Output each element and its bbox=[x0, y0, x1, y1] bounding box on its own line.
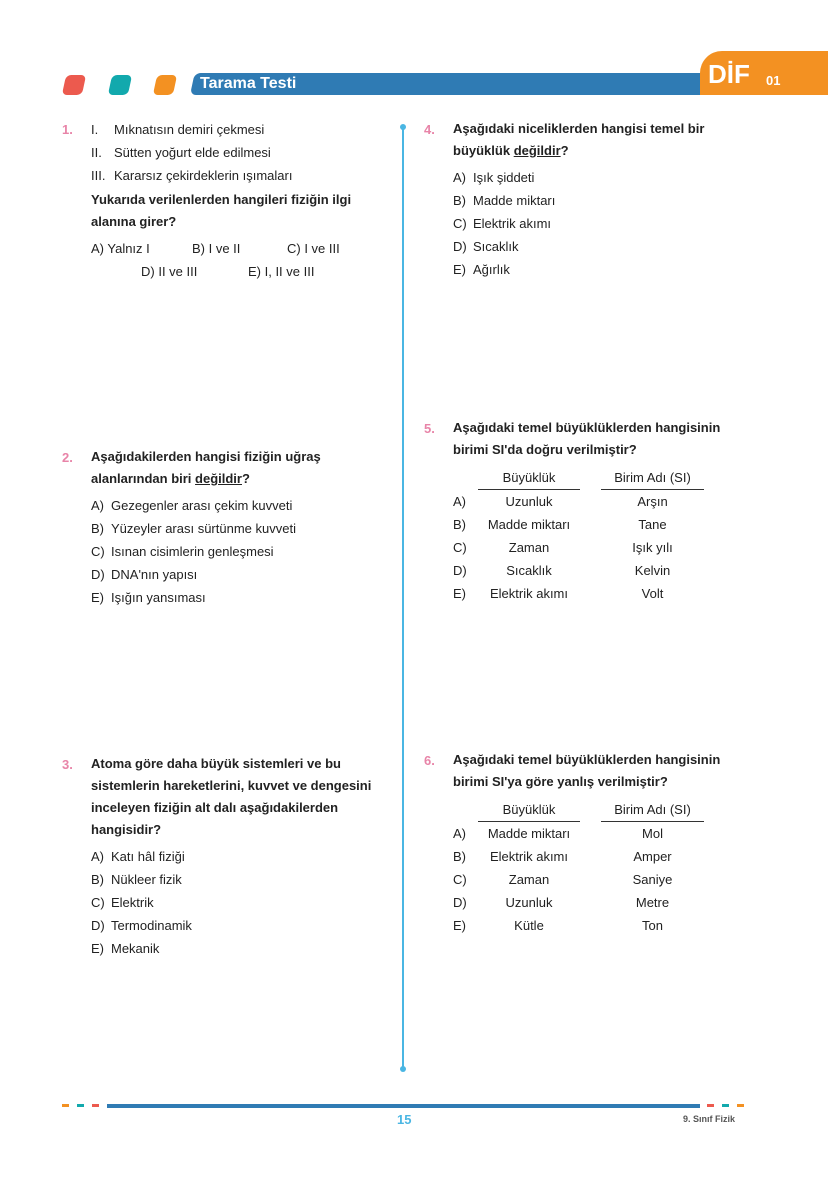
statement-item bbox=[91, 141, 391, 164]
answer-options bbox=[91, 237, 391, 283]
unit-cell: Kelvin bbox=[634, 563, 671, 578]
orange-tab-icon bbox=[153, 75, 177, 95]
page-title: Tarama Testi bbox=[200, 75, 297, 92]
question-stem bbox=[453, 749, 753, 793]
answer-option[interactable]: D) II ve III bbox=[141, 264, 198, 279]
answer-option[interactable] bbox=[453, 582, 753, 605]
stem-emphasis: değildir bbox=[195, 471, 242, 486]
option-text: Nükleer fizik bbox=[111, 872, 182, 887]
answer-option[interactable] bbox=[91, 891, 391, 914]
option-text: Yüzeyler arası sürtünme kuvveti bbox=[111, 521, 296, 536]
question-number: 4. bbox=[424, 122, 435, 137]
question-4 bbox=[424, 118, 753, 281]
option-letter: D) bbox=[91, 567, 105, 582]
option-letter: E) bbox=[453, 586, 466, 601]
question-stem bbox=[91, 753, 391, 841]
option-text: Işık şiddeti bbox=[473, 170, 535, 185]
option-text: Sıcaklık bbox=[473, 239, 519, 254]
option-text: Elektrik akımı bbox=[473, 216, 552, 231]
answer-option[interactable] bbox=[91, 540, 391, 563]
column-divider bbox=[402, 127, 404, 1069]
stem-emphasis: değildir bbox=[513, 143, 561, 158]
option-letter: D) bbox=[453, 239, 467, 254]
footer-dash bbox=[722, 1104, 729, 1107]
answer-option[interactable] bbox=[453, 212, 753, 235]
option-letter: C) bbox=[91, 895, 105, 910]
answer-option[interactable] bbox=[453, 235, 753, 258]
footer-dash bbox=[707, 1104, 714, 1107]
answer-option[interactable] bbox=[453, 559, 753, 582]
question-2 bbox=[62, 446, 391, 609]
book-title: 9. Sınıf Fizik bbox=[683, 1114, 736, 1124]
question-stem bbox=[91, 189, 391, 233]
option-text: Katı hâl fiziği bbox=[111, 849, 185, 864]
option-text: Termodinamik bbox=[111, 918, 192, 933]
quantity-cell: Elektrik akımı bbox=[489, 586, 568, 601]
stem-text: Atoma göre daha büyük sistemleri ve bu sistemlerin hareketlerini, kuvvet ve dengesini inceleyen fiziğin alt dalı aşağıdakilerden hangisidir? bbox=[91, 756, 372, 837]
option-letter: C) bbox=[91, 544, 105, 559]
answer-option[interactable] bbox=[91, 937, 391, 960]
question-number: 1. bbox=[62, 122, 73, 137]
option-text: Isınan cisimlerin genleşmesi bbox=[111, 544, 274, 559]
option-letter: A) bbox=[91, 849, 104, 864]
column-header: Birim Adı (SI) bbox=[601, 799, 704, 822]
option-letter: B) bbox=[453, 193, 466, 208]
statement-text: Mıknatısın demiri çekmesi bbox=[114, 122, 265, 137]
question-3 bbox=[62, 753, 391, 960]
question-number: 6. bbox=[424, 753, 435, 768]
option-letter: A) bbox=[453, 494, 466, 509]
question-number: 3. bbox=[62, 757, 73, 772]
stem-text: Aşağıdaki niceliklerden hangisi temel bir büyüklük bbox=[453, 121, 705, 158]
divider-dot bbox=[400, 124, 406, 130]
question-number: 2. bbox=[62, 450, 73, 465]
statement-item bbox=[91, 118, 391, 141]
stem-end: ? bbox=[241, 471, 250, 486]
quantity-cell: Uzunluk bbox=[505, 494, 553, 509]
option-letter: E) bbox=[453, 262, 466, 277]
question-5 bbox=[424, 417, 753, 605]
answer-options bbox=[453, 166, 753, 281]
option-letter: B) bbox=[91, 521, 104, 536]
header-spacer bbox=[453, 467, 478, 490]
header-spacer bbox=[453, 799, 478, 822]
stem-text: Yukarıda verilenlerden hangileri fiziğin ilgi alanına girer? bbox=[91, 192, 352, 229]
option-letter: E) bbox=[91, 941, 104, 956]
option-letter: C) bbox=[453, 872, 467, 887]
unit-cell: Volt bbox=[641, 586, 664, 601]
answer-option[interactable] bbox=[91, 845, 391, 868]
answer-option[interactable] bbox=[91, 494, 391, 517]
answer-option[interactable] bbox=[453, 822, 753, 845]
statement-numeral: III. bbox=[91, 168, 106, 183]
option-letter: B) bbox=[91, 872, 104, 887]
unit-cell: Amper bbox=[633, 849, 672, 864]
option-letter: C) bbox=[453, 540, 467, 555]
option-letter: E) bbox=[91, 590, 104, 605]
answer-option[interactable] bbox=[453, 914, 753, 937]
dif-badge-label: DİF bbox=[708, 59, 750, 89]
unit-cell: Mol bbox=[642, 826, 663, 841]
statement-numeral: II. bbox=[91, 145, 102, 160]
answer-option[interactable] bbox=[453, 166, 753, 189]
unit-cell: Metre bbox=[635, 895, 670, 910]
quantity-cell: Sıcaklık bbox=[506, 563, 552, 578]
answer-option[interactable] bbox=[91, 563, 391, 586]
quantity-cell: Uzunluk bbox=[505, 895, 553, 910]
answer-option[interactable] bbox=[453, 189, 753, 212]
option-letter: C) bbox=[453, 216, 467, 231]
unit-cell: Işık yılı bbox=[632, 540, 673, 555]
column-header: Büyüklük bbox=[478, 799, 580, 822]
answer-option[interactable] bbox=[453, 490, 753, 513]
options-row bbox=[91, 237, 391, 260]
option-letter: D) bbox=[453, 563, 467, 578]
question-stem bbox=[453, 417, 753, 461]
option-letter: D) bbox=[453, 895, 467, 910]
option-letter: D) bbox=[91, 918, 105, 933]
answer-table bbox=[453, 467, 753, 605]
option-letter: B) bbox=[453, 517, 466, 532]
answer-option[interactable] bbox=[453, 868, 753, 891]
footer-dash bbox=[92, 1104, 99, 1107]
option-letter: B) bbox=[453, 849, 466, 864]
footer-dash bbox=[77, 1104, 84, 1107]
answer-option[interactable] bbox=[91, 517, 391, 540]
table-header bbox=[453, 467, 753, 490]
answer-option[interactable] bbox=[453, 845, 753, 868]
option-letter: E) bbox=[453, 918, 466, 933]
answer-options bbox=[453, 467, 753, 605]
column-header: Birim Adı (SI) bbox=[601, 467, 704, 490]
column-header: Büyüklük bbox=[478, 467, 580, 490]
statement-item bbox=[91, 164, 391, 187]
unit-cell: Tane bbox=[638, 517, 667, 532]
answer-option[interactable] bbox=[453, 513, 753, 536]
answer-option[interactable] bbox=[91, 914, 391, 937]
unit-cell: Arşın bbox=[637, 494, 668, 509]
answer-option[interactable]: B) I ve II bbox=[192, 241, 241, 256]
option-text: Gezegenler arası çekim kuvveti bbox=[111, 498, 293, 513]
answer-option[interactable] bbox=[453, 891, 753, 914]
red-tab-icon bbox=[62, 75, 86, 95]
statement-numeral: I. bbox=[91, 122, 99, 137]
question-stem bbox=[453, 118, 753, 162]
unit-cell: Ton bbox=[642, 918, 663, 933]
option-letter: A) bbox=[453, 826, 466, 841]
divider-dot bbox=[400, 1066, 406, 1072]
table-header bbox=[453, 799, 753, 822]
stem-text: Aşağıdaki temel büyüklüklerden hangisinin birimi SI'ya göre yanlış verilmiştir? bbox=[453, 752, 721, 789]
option-text: Ağırlık bbox=[473, 262, 510, 277]
question-1 bbox=[62, 118, 391, 283]
stem-text: Aşağıdaki temel büyüklüklerden hangisinin birimi SI'da doğru verilmiştir? bbox=[453, 420, 721, 457]
option-text: Elektrik bbox=[111, 895, 154, 910]
statement-text: Sütten yoğurt elde edilmesi bbox=[114, 145, 271, 160]
quantity-cell: Elektrik akımı bbox=[489, 849, 568, 864]
question-6 bbox=[424, 749, 753, 937]
answer-option[interactable]: C) I ve III bbox=[287, 241, 340, 256]
answer-option[interactable]: E) I, II ve III bbox=[248, 264, 315, 279]
footer-bar bbox=[107, 1104, 700, 1108]
options-row bbox=[91, 260, 391, 283]
question-stem bbox=[91, 446, 391, 490]
statement-text: Kararsız çekirdeklerin ışımaları bbox=[114, 168, 293, 183]
quantity-cell: Zaman bbox=[508, 540, 550, 555]
answer-option[interactable]: A) Yalnız I bbox=[91, 241, 150, 256]
answer-options bbox=[453, 799, 753, 937]
quantity-cell: Madde miktarı bbox=[487, 517, 571, 532]
option-text: Mekanik bbox=[111, 941, 160, 956]
answer-options bbox=[91, 845, 391, 960]
answer-option[interactable] bbox=[453, 536, 753, 559]
option-letter: A) bbox=[453, 170, 466, 185]
stem-text: Aşağıdakilerden hangisi fiziğin uğraş alanlarından biri bbox=[91, 449, 321, 486]
teal-tab-icon bbox=[108, 75, 132, 95]
dif-badge-number: 01 bbox=[766, 73, 781, 88]
answer-options bbox=[91, 494, 391, 609]
question-number: 5. bbox=[424, 421, 435, 436]
footer-dash bbox=[62, 1104, 69, 1107]
answer-option[interactable] bbox=[91, 868, 391, 891]
option-text: Işığın yansıması bbox=[111, 590, 206, 605]
answer-table bbox=[453, 799, 753, 937]
option-letter: A) bbox=[91, 498, 104, 513]
answer-option[interactable] bbox=[453, 258, 753, 281]
quantity-cell: Madde miktarı bbox=[487, 826, 571, 841]
page-number: 15 bbox=[397, 1112, 412, 1127]
quantity-cell: Zaman bbox=[508, 872, 550, 887]
footer-dash bbox=[737, 1104, 744, 1107]
answer-option[interactable] bbox=[91, 586, 391, 609]
stem-end: ? bbox=[560, 143, 569, 158]
option-text: Madde miktarı bbox=[473, 193, 556, 208]
option-text: DNA'nın yapısı bbox=[111, 567, 198, 582]
unit-cell: Saniye bbox=[632, 872, 673, 887]
quantity-cell: Kütle bbox=[514, 918, 544, 933]
